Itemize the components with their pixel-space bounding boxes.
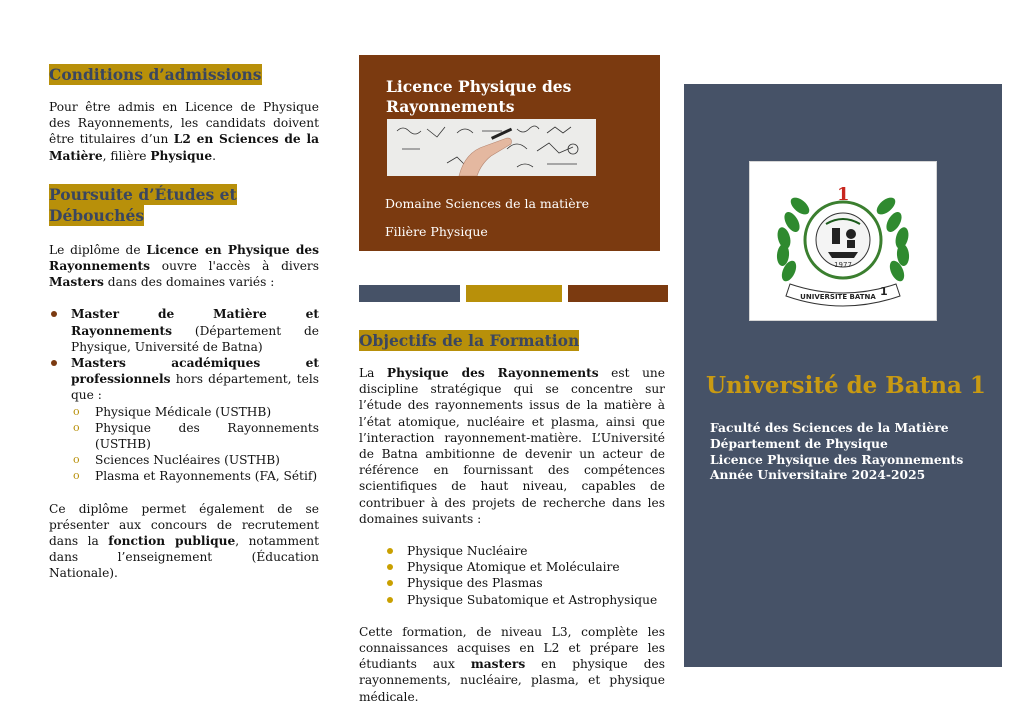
logo-number: 1 [837, 184, 850, 205]
list-item: Masters académiques et professionnels hors département, tels que : o Physique Médicale (USTHB) o Physique des Rayonnements (USTHB) o Sciences Nucléaires (USTHB) o Plasma et Rayonnements (FA, Sétif) [49, 355, 319, 485]
logo-caption: UNIVERSITE BATNA [800, 293, 876, 301]
faculty-line: Faculté des Sciences de la Matière [710, 420, 949, 435]
objectifs-section [359, 330, 665, 705]
conditions-text: Pour être admis en Licence de Physique des Rayonnements, les candidats doivent être titulaires d’un L2 en Sciences de la Matière, filière Physique. [49, 100, 319, 163]
hero-domaine: Domaine Sciences de la matière [385, 196, 589, 211]
objectifs-text: La Physique des Rayonnements est une discipline stratégique qui se concentre sur l’étude des rayonnements issus de la matière à l’état atomique, nucléaire et plasma, ainsi que l’interaction rayonnement-matière. L’Université de Batna ambitionne de devenir un acteur de référence en fournissant des compétences scientifiques de haut niveau, capables de contribuer à des projets de recherche dans les domaines suivants : [359, 366, 665, 526]
color-bar-gold [466, 285, 562, 302]
department-line: Département de Physique [710, 435, 888, 451]
list-item: o Plasma et Rayonnements (FA, Sétif) [71, 468, 319, 484]
list-item: Physique Subatomique et Astrophysique [385, 592, 665, 608]
color-bar-brown [568, 285, 668, 302]
whiteboard-illustration [387, 119, 596, 176]
left-column [49, 64, 319, 582]
poursuite-intro: Le diplôme de Licence en Physique des Rayonnements ouvre l'accès à divers Masters dans des domaines variés : [49, 242, 319, 290]
conditions-heading: Conditions d’admissions [49, 65, 262, 84]
list-item: Physique Nucléaire [385, 543, 665, 559]
list-item: o Physique Médicale (USTHB) [71, 404, 319, 420]
formation-text: Cette formation, de niveau L3, complète les connaissances acquises en L2 et prépare les étudiants aux masters en physique des rayonnements, nucléaire, plasma, et physique médicale. [359, 624, 665, 704]
domaines-list [359, 543, 665, 608]
cover-panel [684, 84, 1002, 667]
list-item: Master de Matière et Rayonnements (Département de Physique, Université de Batna) [49, 306, 319, 355]
program-info [710, 420, 1000, 483]
list-item: o Sciences Nucléaires (USTHB) [71, 452, 319, 468]
logo-year: 1977 [834, 261, 852, 269]
list-item: Physique Atomique et Moléculaire [385, 559, 665, 575]
hero-title: Licence Physique des Rayonnements [386, 77, 572, 116]
hero-box [359, 55, 660, 251]
poursuite-heading: Poursuite d’Études et Débouchés [49, 184, 237, 225]
debouches-list [49, 306, 319, 484]
objectifs-heading: Objectifs de la Formation [359, 331, 580, 350]
list-item: Physique des Plasmas [385, 575, 665, 591]
year-line: Année Universitaire 2024-2025 [710, 467, 926, 483]
university-title: Université de Batna 1 [706, 372, 986, 399]
university-seal-icon [750, 162, 936, 320]
university-logo [749, 161, 937, 321]
logo-number-banner: 1 [880, 285, 888, 298]
color-bar-slate [359, 285, 460, 302]
licence-line: Licence Physique des Rayonnements [710, 451, 964, 467]
list-item: o Physique des Rayonnements (USTHB) [71, 420, 319, 452]
hero-filiere: Filière Physique [385, 224, 488, 239]
masters-sublist [71, 404, 319, 485]
whiteboard-image [387, 119, 596, 176]
closing-text: Ce diplôme permet également de se présenter aux concours de recrutement dans la fonction publique, notamment dans l’enseignement (Éducation Nationale). [49, 501, 320, 581]
